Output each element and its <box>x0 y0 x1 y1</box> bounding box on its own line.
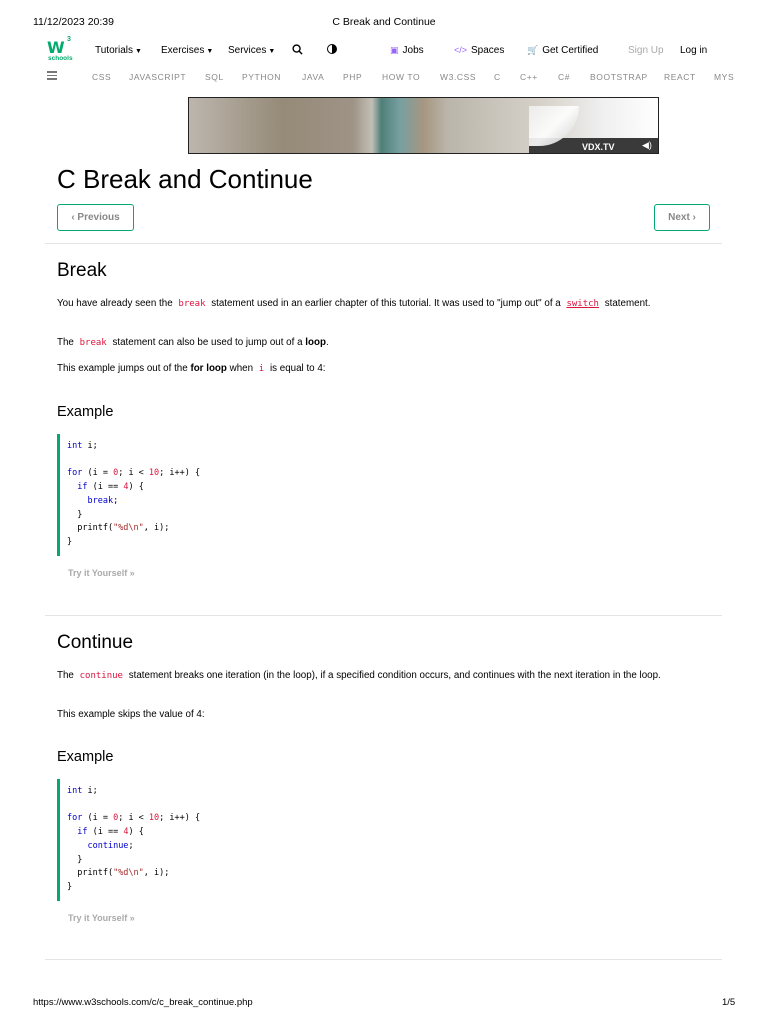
code-icon: </> <box>454 45 468 55</box>
logo-superscript: 3 <box>67 36 71 43</box>
logo-subtext: schools <box>48 55 73 62</box>
continue-example-heading: Example <box>57 749 114 765</box>
lang-link-bootstrap[interactable]: BOOTSTRAP <box>590 72 648 82</box>
w3schools-logo[interactable] <box>45 38 75 64</box>
print-document-title: C Break and Continue <box>332 16 436 28</box>
print-url: https://www.w3schools.com/c/c_break_continue.php <box>33 997 253 1008</box>
continue-paragraph-2: This example skips the value of 4: <box>57 709 205 720</box>
spaces-link[interactable]: </> Spaces <box>454 45 505 56</box>
chevron-right-icon: › <box>689 212 696 223</box>
lang-link-css[interactable]: CSS <box>92 72 112 82</box>
cart-icon: 🛒 <box>527 45 539 55</box>
divider <box>45 243 722 244</box>
lang-link-php[interactable]: PHP <box>343 72 363 82</box>
chevron-left-icon: ‹ <box>71 212 78 223</box>
lang-link-react[interactable]: REACT <box>664 72 696 82</box>
ad-brand-label: VDX.TV <box>582 142 615 152</box>
break-example-heading: Example <box>57 404 114 420</box>
jobs-link[interactable]: ▣ Jobs <box>390 45 424 56</box>
lang-link-mysql[interactable]: MYS <box>714 72 735 82</box>
print-header <box>0 16 768 30</box>
briefcase-icon: ▣ <box>390 45 399 55</box>
lang-link-python[interactable]: PYTHON <box>242 72 282 82</box>
language-bar <box>0 70 768 86</box>
page-title: C Break and Continue <box>57 164 313 194</box>
ad-banner[interactable] <box>188 97 659 154</box>
log-in-button[interactable]: Log in <box>680 45 708 56</box>
break-paragraph-2: The break statement can also be used to jump out of a loop. <box>57 337 329 348</box>
speaker-icon[interactable]: ◀) <box>642 140 652 150</box>
continue-heading: Continue <box>57 632 134 653</box>
get-certified-link[interactable]: 🛒 Get Certified <box>527 45 599 56</box>
lang-link-how-to[interactable]: HOW TO <box>382 72 421 82</box>
break-paragraph-1: You have already seen the break statement used in an earlier chapter of this tutorial. It was used to "jump out" of a switch statement. <box>57 298 651 309</box>
lang-link-c[interactable]: C <box>494 72 501 82</box>
tutorials-menu-button[interactable]: Tutorials ▼ <box>95 45 142 56</box>
try-it-yourself-button-continue[interactable]: Try it Yourself » <box>68 913 135 923</box>
logo-text: W <box>47 38 64 57</box>
lang-link-java[interactable]: JAVA <box>302 72 325 82</box>
divider <box>45 959 722 960</box>
sign-up-button[interactable]: Sign Up <box>628 45 664 56</box>
print-timestamp: 11/12/2023 20:39 <box>33 16 114 28</box>
caret-down-icon: ▼ <box>134 48 142 55</box>
lang-link-csharp[interactable]: C# <box>558 72 571 82</box>
break-code-example: int i; for (i = 0; i < 10; i++) { if (i == 4) { break; } printf("%d\n", i); } <box>57 434 707 556</box>
divider <box>45 615 722 616</box>
next-button[interactable]: Next › <box>654 204 710 231</box>
lang-link-javascript[interactable]: JAVASCRIPT <box>129 72 187 82</box>
continue-paragraph-1: The continue statement breaks one iteration (in the loop), if a specified condition occurs, and continues with the next iteration in the loop. <box>57 670 661 681</box>
lang-link-cpp[interactable]: C++ <box>520 72 538 82</box>
break-paragraph-3: This example jumps out of the for loop when i is equal to 4: <box>57 363 326 374</box>
lang-link-w3css[interactable]: W3.CSS <box>440 72 477 82</box>
top-navigation <box>0 36 768 66</box>
continue-code-example: int i; for (i = 0; i < 10; i++) { if (i == 4) { continue; } printf("%d\n", i); } <box>57 779 707 901</box>
previous-button[interactable]: ‹ Previous <box>57 204 134 231</box>
caret-down-icon: ▼ <box>268 48 276 55</box>
caret-down-icon: ▼ <box>206 48 214 55</box>
break-heading: Break <box>57 260 107 281</box>
dark-mode-toggle-icon[interactable] <box>327 44 337 54</box>
search-icon[interactable] <box>292 44 303 55</box>
exercises-menu-button[interactable]: Exercises ▼ <box>161 45 214 56</box>
lang-link-sql[interactable]: SQL <box>205 72 224 82</box>
print-page-number: 1/5 <box>722 997 736 1008</box>
switch-link[interactable]: switch <box>566 299 599 309</box>
hamburger-menu-icon[interactable] <box>47 71 57 82</box>
services-menu-button[interactable]: Services ▼ <box>228 45 276 56</box>
try-it-yourself-button-break[interactable]: Try it Yourself » <box>68 568 135 578</box>
